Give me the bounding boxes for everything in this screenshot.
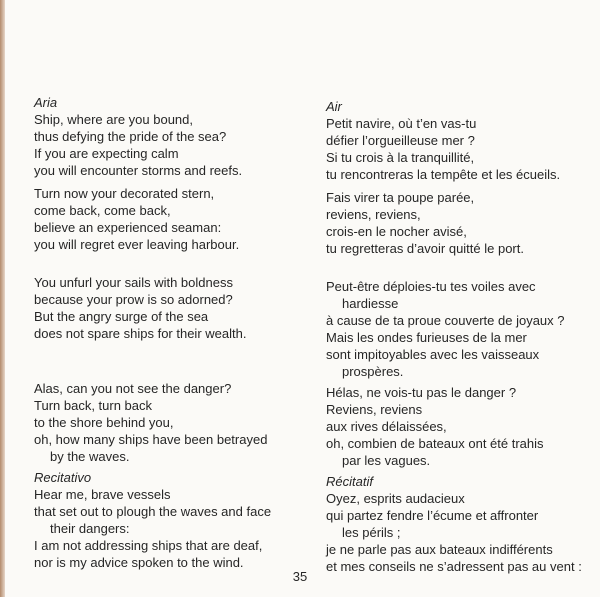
page-number: 35 [292, 569, 308, 584]
stanza-fr-4 [326, 384, 584, 469]
verse-line: by the waves. [50, 449, 130, 464]
verse-line: Turn back, turn back [34, 398, 153, 413]
stanza-en-3 [34, 274, 294, 342]
verse-line: Hélas, ne vois-tu pas le danger ? [326, 385, 517, 400]
verse-line: believe an experienced seaman: [34, 220, 222, 235]
verse-line: qui partez fendre l’écume et affronter [326, 508, 539, 523]
recitatif-label-fr: Récitatif [326, 474, 373, 489]
verse-line: But the angry surge of the sea [34, 309, 209, 324]
verse-line: If you are expecting calm [34, 146, 179, 161]
verse-line: sont impitoyables avec les vaisseaux [326, 347, 540, 362]
verse-line: you will regret ever leaving harbour. [34, 237, 240, 252]
verse-line: je ne parle pas aux bateaux indifférents [326, 542, 553, 557]
verse-line: Petit navire, où t’en vas-tu [326, 116, 477, 131]
stanza-fr-2 [326, 189, 584, 257]
stanza-fr-5 [326, 490, 584, 575]
verse-line: Alas, can you not see the danger? [34, 381, 232, 396]
verse-line: Turn now your decorated stern, [34, 186, 215, 201]
verse-line: to the shore behind you, [34, 415, 174, 430]
verse-line: Si tu crois à la tranquillité, [326, 150, 475, 165]
verse-line: their dangers: [50, 521, 130, 536]
stanza-en-4 [34, 380, 294, 465]
verse-line: oh, combien de bateaux ont été trahis [326, 436, 544, 451]
verse-line: because your prow is so adorned? [34, 292, 233, 307]
recitativo-label-en: Recitativo [34, 470, 92, 485]
stanza-fr-3 [326, 278, 584, 380]
stanza-fr-1 [326, 115, 584, 183]
verse-line: crois-en le nocher avisé, [326, 224, 467, 239]
verse-line: défier l’orgueilleuse mer ? [326, 133, 475, 148]
verse-line: Ship, where are you bound, [34, 112, 193, 127]
verse-line: Hear me, brave vessels [34, 487, 171, 502]
stanza-en-2 [34, 185, 294, 253]
verse-line: does not spare ships for their wealth. [34, 326, 247, 341]
verse-line: that set out to plough the waves and face [34, 504, 272, 519]
aria-label-en: Aria [34, 95, 58, 110]
verse-line: you will encounter storms and reefs. [34, 163, 243, 178]
verse-line: Peut-être déploies-tu tes voiles avec [326, 279, 536, 294]
verse-line: et mes conseils ne s’adressent pas au vent : [326, 559, 582, 574]
verse-line: come back, come back, [34, 203, 171, 218]
verse-line: Fais virer ta poupe parée, [326, 190, 475, 205]
verse-line: thus defying the pride of the sea? [34, 129, 227, 144]
verse-line: hardiesse [342, 296, 399, 311]
verse-line: I am not addressing ships that are deaf, [34, 538, 263, 553]
verse-line: les périls ; [342, 525, 401, 540]
verse-line: oh, how many ships have been betrayed [34, 432, 268, 447]
page-edge-shadow [0, 0, 5, 597]
aria-label-fr: Air [326, 99, 342, 114]
verse-line: par les vagues. [342, 453, 431, 468]
verse-line: tu rencontreras la tempête et les écueils. [326, 167, 561, 182]
verse-line: reviens, reviens, [326, 207, 421, 222]
verse-line: Mais les ondes furieuses de la mer [326, 330, 527, 345]
verse-line: à cause de ta proue couverte de joyaux ? [326, 313, 565, 328]
verse-line: Oyez, esprits audacieux [326, 491, 465, 506]
verse-line: tu regretteras d’avoir quitté le port. [326, 241, 524, 256]
verse-line: aux rives délaissées, [326, 419, 447, 434]
verse-line: prospères. [342, 364, 404, 379]
stanza-en-5 [34, 486, 294, 571]
verse-line: Reviens, reviens [326, 402, 423, 417]
stanza-en-1 [34, 111, 294, 179]
verse-line: nor is my advice spoken to the wind. [34, 555, 244, 570]
verse-line: You unfurl your sails with boldness [34, 275, 233, 290]
